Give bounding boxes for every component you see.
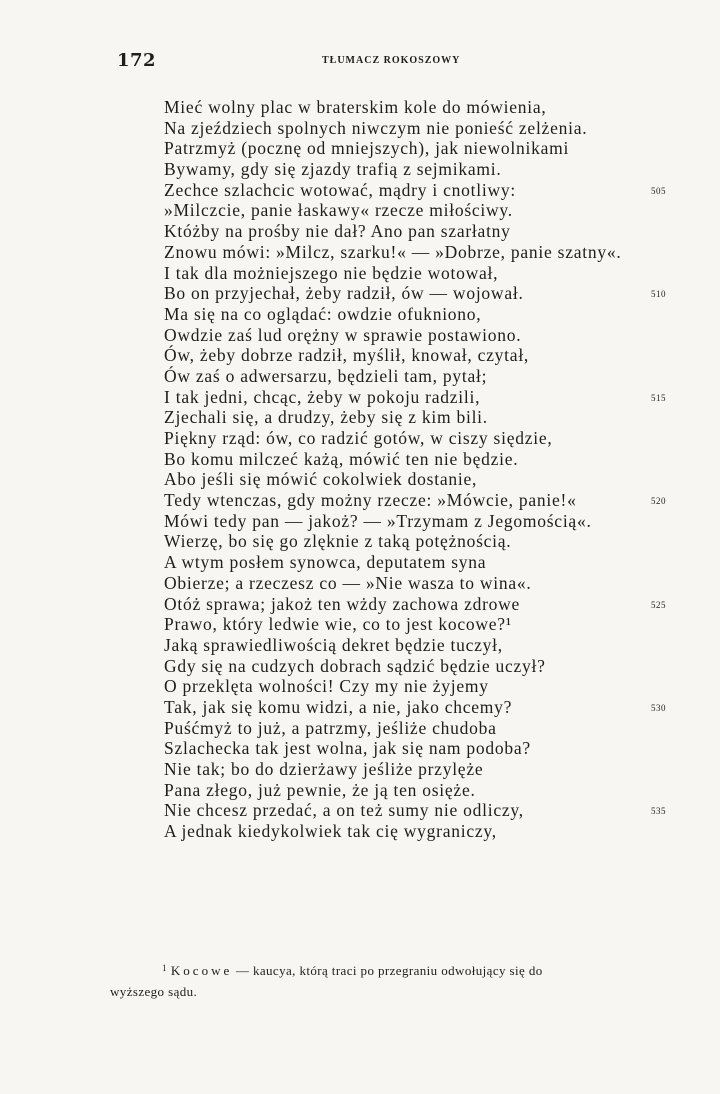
poem-line (164, 159, 684, 180)
poem-line-text: Nie tak; bo do dzierżawy jeśliże przylęże (164, 759, 484, 779)
running-head: TŁUMACZ ROKOSZOWY (322, 55, 461, 66)
poem-line-text: Bywamy, gdy się zjazdy trafią z sejmikami. (164, 159, 502, 180)
poem-line (164, 594, 684, 615)
poem-line-text: Otóż sprawa; jakoż ten wżdy zachowa zdrowe (164, 593, 521, 614)
poem-line-text: Zjechali się, a drudzy, żeby się z kim bili. (164, 407, 488, 428)
footnote (110, 958, 680, 1002)
poem-line-text: »Milczcie, panie łaskawy« rzecze miłościwy. (164, 200, 513, 221)
poem-line (164, 221, 684, 242)
poem-line (164, 697, 684, 718)
poem-line-text: Jaką sprawiedliwością dekret będzie tuczył, (164, 634, 503, 655)
poem-line-text: Piękny rząd: ów, co radzić gotów, w ciszy siędzie, (164, 428, 553, 448)
poem-line-text: Ma się na co oglądać: owdzie ofukniono, (164, 303, 482, 324)
poem-line (164, 490, 684, 511)
poem-line (164, 325, 684, 346)
poem-line-text: Na zjeździech spolnych niwczym nie ponieść zelżenia. (164, 117, 588, 138)
poem-line-text: Patrzmyż (pocznę od mniejszych), jak niewolnikami (164, 138, 570, 159)
footnote-marker: 1 (162, 963, 167, 973)
poem-line-text: I tak dla możniejszego nie będzie wotował, (164, 262, 499, 283)
poem-line (164, 97, 684, 118)
poem-line-text: Pana złego, już pewnie, że ją ten osięże. (164, 779, 476, 800)
poem-line-text: I tak jedni, chcąc, żeby w pokoju radzili, (164, 386, 481, 407)
verse-number: 525 (651, 599, 666, 610)
poem-line (164, 531, 684, 552)
poem-line-text: Szlachecka tak jest wolna, jak się nam podoba? (164, 738, 531, 759)
poem-line (164, 738, 684, 759)
footnote-term: Kocowe (170, 963, 233, 978)
poem-line-text: Ów zaś o adwersarzu, będzieli tam, pytał; (164, 365, 488, 386)
poem-line (164, 800, 684, 821)
poem-line (164, 407, 684, 428)
poem-line (164, 118, 684, 139)
poem-line (164, 511, 684, 532)
poem-line-text: Puśćmyż to już, a patrzmy, jeśliże chudoba (164, 717, 497, 738)
poem-line (164, 635, 684, 656)
poem-line-text: Znowu mówi: »Milcz, szarku!« — »Dobrze, panie szatny«. (164, 241, 622, 262)
poem-line (164, 138, 684, 159)
poem-line (164, 304, 684, 325)
poem-line-text: Bo on przyjechał, żeby radził, ów — wojował. (164, 283, 524, 304)
poem-line-text: Tedy wtenczas, gdy możny rzecze: »Mówcie, panie!« (164, 490, 577, 511)
poem-line (164, 387, 684, 408)
poem-line (164, 469, 684, 490)
poem-line-text: Mieć wolny plac w braterskim kole do mówienia, (164, 97, 547, 117)
page-number: 172 (117, 50, 157, 71)
poem-line (164, 821, 684, 842)
poem-line-text: Ów, żeby dobrze radził, myślił, knował, czytał, (164, 345, 530, 366)
poem-line (164, 345, 684, 366)
poem-line-text: Owdzie zaś lud orężny w sprawie postawiono. (164, 324, 522, 345)
poem-line (164, 180, 684, 201)
poem-line (164, 573, 684, 594)
verse-number: 535 (651, 806, 666, 817)
poem-line (164, 656, 684, 677)
page-header (117, 50, 677, 74)
poem-line-text: Gdy się na cudzych dobrach sądzić będzie uczył? (164, 655, 546, 676)
poem-line-text: O przeklęta wolności! Czy my nie żyjemy (164, 676, 489, 697)
poem-line (164, 200, 684, 221)
poem-line (164, 780, 684, 801)
poem-text (164, 97, 684, 842)
poem-line (164, 759, 684, 780)
poem-line (164, 614, 684, 635)
poem-line (164, 552, 684, 573)
footnote-line-1 (110, 958, 680, 981)
verse-number: 510 (651, 289, 666, 300)
poem-line (164, 263, 684, 284)
poem-line-text: Nie chcesz przedać, a on też sumy nie odliczy, (164, 800, 524, 821)
verse-number: 530 (651, 702, 666, 713)
poem-line (164, 676, 684, 697)
poem-line-text: Abo jeśli się mówić cokolwiek dostanie, (164, 469, 478, 490)
poem-line-text: Zechce szlachcic wotować, mądry i cnotliwy: (164, 179, 516, 200)
poem-line-text: Któżby na prośby nie dał? Ano pan szarłatny (164, 221, 511, 242)
poem-line (164, 428, 684, 449)
poem-line-text: A wtym posłem synowca, deputatem syna (164, 552, 487, 573)
footnote-line-2: wyższego sądu. (110, 984, 198, 999)
poem-line-text: Mówi tedy pan — jakoż? — »Trzymam z Jegomością«. (164, 510, 592, 531)
poem-line-text: Obierze; a rzeczesz co — »Nie wasza to wina«. (164, 572, 532, 593)
poem-line-text: Bo komu milczeć każą, mówić ten nie będzie. (164, 448, 519, 469)
poem-line (164, 242, 684, 263)
poem-line-text: Wierzę, bo się go zlęknie z taką potężnością. (164, 531, 512, 552)
poem-line-text: Tak, jak się komu widzi, a nie, jako chcemy? (164, 696, 513, 717)
verse-number: 520 (651, 496, 666, 507)
verse-number: 505 (651, 185, 666, 196)
footnote-definition: — kaucya, którą traci po przegraniu odwołujący się do (235, 963, 543, 978)
poem-line-text: A jednak kiedykolwiek tak cię wygraniczy, (164, 821, 497, 842)
poem-line (164, 449, 684, 470)
poem-line (164, 283, 684, 304)
poem-line (164, 718, 684, 739)
poem-line (164, 366, 684, 387)
verse-number: 515 (651, 392, 666, 403)
poem-line-text: Prawo, który ledwie wie, co to jest kocowe?¹ (164, 614, 512, 635)
